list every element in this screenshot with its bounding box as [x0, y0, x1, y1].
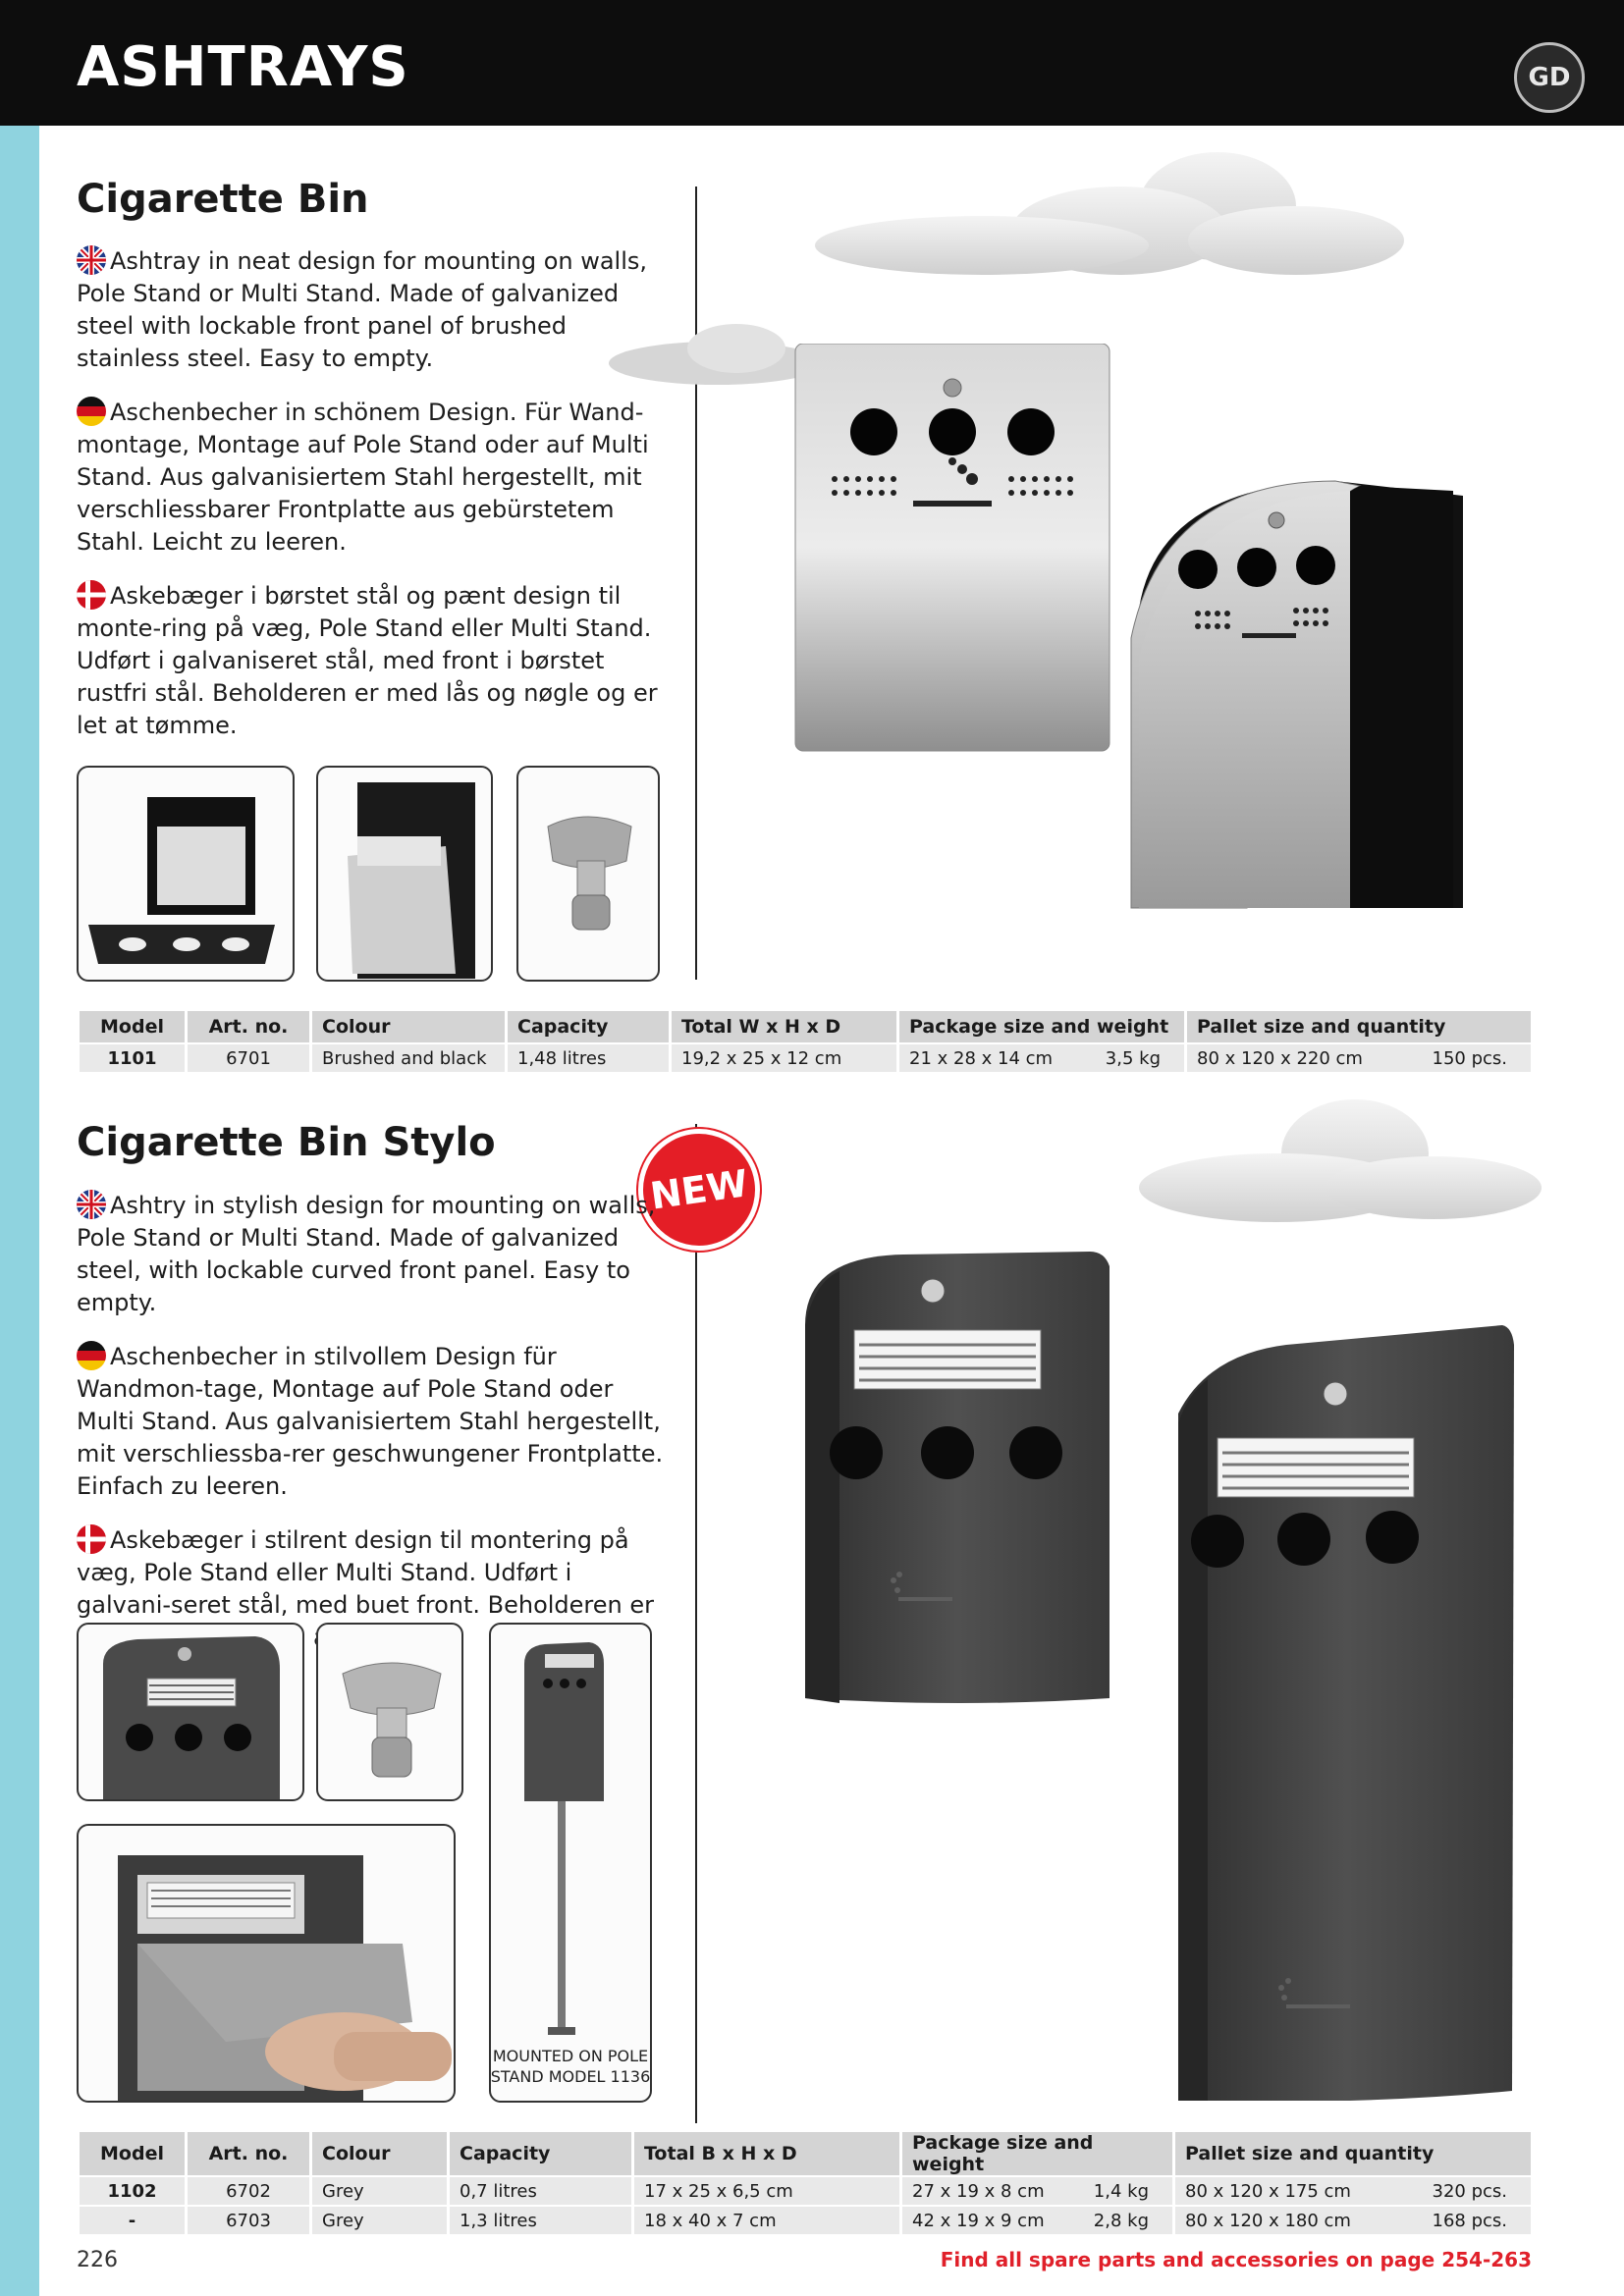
col-capacity: Capacity	[450, 2132, 631, 2175]
col-model: Model	[80, 2132, 185, 2175]
photo-key	[516, 766, 660, 982]
spare-parts-link[interactable]: Find all spare parts and accessories on page 254-263	[940, 2248, 1532, 2271]
table-header-row	[80, 2132, 1531, 2175]
description-en: Ashtry in stylish design for mounting on walls, Pole Stand or Multi Stand. Made of galvanized steel, with lockable curved front panel. Easy to empty.	[77, 1192, 656, 1316]
dk-flag-icon	[77, 580, 106, 610]
de-flag-icon	[77, 1341, 106, 1370]
col-colour: Colour	[312, 2132, 447, 2175]
photo-pole-stand	[489, 1623, 652, 2103]
product-title: Cigarette Bin	[77, 177, 369, 222]
product-image-cigarette-bin-stylo	[766, 1247, 1532, 2101]
col-model: Model	[80, 1011, 185, 1042]
col-dimensions: Total B x H x D	[634, 2132, 899, 2175]
uk-flag-icon	[77, 1190, 106, 1219]
col-art-no: Art. no.	[188, 1011, 309, 1042]
col-package: Package size and weight	[902, 2132, 1172, 2175]
product-description	[77, 245, 666, 764]
column-divider	[695, 187, 697, 980]
new-badge: NEW	[630, 1121, 768, 1258]
description-dk: Askebæger i stilrent design til montering på væg, Pole Stand eller Multi Stand. Udført i galvani-seret stål, med buet front. Beholderen er	[77, 1526, 654, 1619]
description-de: Aschenbecher in stilvollem Design für Wandmon-tage, Montage auf Pole Stand oder Multi Stand. Aus galvanisiertem Stahl hergestellt, mit verschliessba-rer geschwungener Frontplatte. Einfach zu leeren.	[77, 1343, 664, 1500]
dk-flag-icon	[77, 1524, 106, 1554]
col-colour: Colour	[312, 1011, 505, 1042]
spec-table-1	[77, 1011, 1534, 1072]
col-art-no: Art. no.	[188, 2132, 309, 2175]
column-divider	[695, 1124, 697, 2123]
pole-stand-caption: MOUNTED ON POLE STAND MODEL 1136	[490, 2047, 651, 2086]
header-bar	[0, 0, 1624, 126]
col-dimensions: Total W x H x D	[672, 1011, 896, 1042]
brand-logo: GD	[1514, 42, 1585, 113]
photo-key	[316, 1623, 463, 1801]
page-title: ASHTRAYS	[77, 35, 409, 99]
uk-flag-icon	[77, 245, 106, 275]
description-dk: Askebæger i børstet stål og pænt design til monte-ring på væg, Pole Stand eller Multi Stand. Udført i galvaniseret stål, med front i børstet rustfri stål. Beholderen er med lås og nøgle og er let at tømme.	[77, 582, 658, 739]
side-color-strip	[0, 126, 39, 2296]
table-header-row	[80, 1011, 1531, 1042]
table-row: 1101 6701 Brushed and black 1,48 litres 19,2 x 25 x 12 cm 21 x 28 x 14 cm 3,5 kg 80 x 120 x 220 cm 150 pcs.	[80, 1042, 1531, 1072]
col-capacity: Capacity	[508, 1011, 669, 1042]
description-de: Aschenbecher in schönem Design. Für Wand-montage, Montage auf Pole Stand oder auf Multi Stand. Aus galvanisiertem Stahl hergestellt, mit verschliessbarer Frontplatte aus gebürstetem Stahl. Leicht zu leeren.	[77, 399, 649, 556]
spec-table-2	[77, 2132, 1534, 2234]
photo-stylo-front	[77, 1623, 304, 1801]
cloud-decoration	[1110, 1090, 1561, 1237]
col-pallet: Pallet size and quantity	[1187, 1011, 1531, 1042]
cloud-decoration	[746, 137, 1414, 294]
table-row: - 6703 Grey 1,3 litres 18 x 40 x 7 cm 42 x 19 x 9 cm 2,8 kg 80 x 120 x 180 cm 168 pcs.	[80, 2205, 1531, 2234]
product-description	[77, 1190, 666, 1676]
page-number: 226	[77, 2248, 118, 2272]
photo-inner-container	[316, 766, 493, 982]
product-image-cigarette-bin	[785, 344, 1492, 913]
product-title: Cigarette Bin Stylo	[77, 1120, 496, 1165]
photo-open-bin	[77, 766, 295, 982]
col-package: Package size and weight	[899, 1011, 1184, 1042]
table-row: 1102 6702 Grey 0,7 litres 17 x 25 x 6,5 cm 27 x 19 x 8 cm 1,4 kg 80 x 120 x 175 cm 320 pcs.	[80, 2175, 1531, 2205]
col-pallet: Pallet size and quantity	[1175, 2132, 1531, 2175]
de-flag-icon	[77, 397, 106, 426]
description-en: Ashtray in neat design for mounting on walls, Pole Stand or Multi Stand. Made of galvanized steel with lockable front panel of brushed stainless steel. Easy to empty.	[77, 247, 648, 372]
photo-stylo-open	[77, 1824, 456, 2103]
